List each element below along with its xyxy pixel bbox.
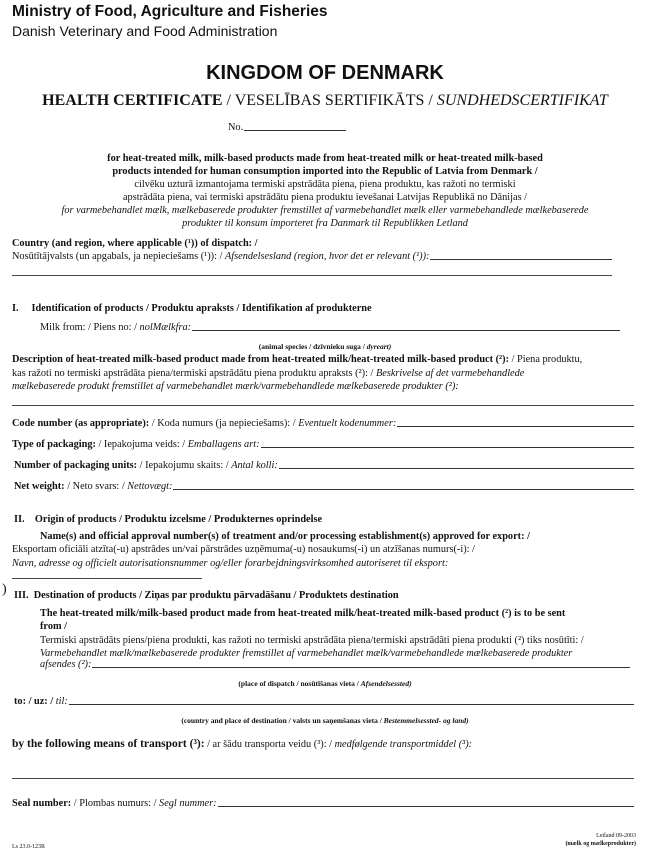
cert-title-lv: VESELĪBAS SERTIFIKĀTS [234, 92, 425, 109]
destination-note: (country and place of destination / valsts un saņemšanas vieta / Bestemmelsessted- og land) [181, 716, 469, 725]
intro-lv-1: cilvēku uzturā izmantojama termiski apstrādāta piena, piena produktu, kas ražoti no termiski [134, 179, 516, 190]
seal-number-field[interactable]: Seal number: / Plombas numurs: / Segl nummer: [12, 798, 634, 809]
code-number-field[interactable]: Code number (as appropriate): / Koda numurs (ja nepieciešams): / Eventuelt kodenummer: [12, 418, 634, 429]
description-line[interactable] [12, 405, 634, 406]
bracket-mark: ) [2, 582, 7, 597]
cert-title-en: HEALTH CERTIFICATE [42, 92, 223, 109]
place-of-dispatch-note: (place of dispatch / nosūtīšanas vieta / Afsendelsessted) [238, 679, 412, 688]
ministry-name: Ministry of Food, Agriculture and Fisheries [12, 3, 328, 20]
dispatch-country-lv: Nosūtītājvalsts (un apgabals, ja nepieciešams (¹)): / [12, 251, 223, 262]
intro-da-1: for varmebehandlet mælk, mælkebaserede produkter fremstillet af varmebehandlet mælk eller varmebehandlede mælkebaserede [61, 205, 589, 216]
transport-line[interactable] [12, 778, 634, 779]
certificate-title: HEALTH CERTIFICATE / VESELĪBAS SERTIFIKĀTS / SUNDHEDSCERTIFIKAT [42, 92, 608, 109]
sent-from-label: The heat-treated milk/milk-based product made from heat-treated milk/heat-treated milk-based product (²) is to be sent from / Termiski apstrādāts piens/piena produkti, kas ražoti no termiski apstrādāta piena/termiski apstrādāti piena produkti (²) tiks nosūtīti: / Varmebehandlet mælk/mælkebaserede produkter fremstillet af varmebehandlet mælk/varmebehandlede mælkebaserede produkter [40, 608, 584, 659]
establishment-label: Name(s) and official approval number(s) of treatment and/or processing establishment(s) approved for export: / Eksportam oficiāli atzīta(-u) apstrādes un/vai pārstrādes uzņēmuma(-u) nosaukums(-i) un atzīšanas numurs(-i): / Navn, adresse og officielt autorisationsnummer og/eller forarbejdningsvirksomhed autoriseret til eksport: [12, 531, 530, 569]
section-1-title: I. Identification of products / Produktu apraksts / Identifikation af produkterne [12, 303, 372, 314]
number-label: No. [228, 122, 244, 133]
section-2-title: II. Origin of products / Produktu izcelsme / Produkternes oprindelse [14, 514, 323, 525]
dispatch-country-label-en: Country (and region, where applicable (¹)) of dispatch: / [12, 238, 258, 249]
transport-label: by the following means of transport (³): / ar šādu transporta veidu (³): / medfølgende transportmiddel (³): [12, 738, 473, 750]
intro-en-1: for heat-treated milk, milk-based products made from heat-treated milk or heat-treated milk-based [107, 153, 543, 164]
dispatch-country-field[interactable] [12, 251, 612, 262]
intro-paragraph [0, 152, 650, 230]
milk-from-label: Milk from: / Piens no: / [40, 322, 137, 333]
packaging-type-field[interactable]: Type of packaging: / Iepakojuma veids: / Emballagens art: [12, 439, 634, 450]
cert-title-da: SUNDHEDSCERTIFIKAT [436, 92, 608, 109]
form-version: Letland 09-2003 (mælk og mælkeprodukter) [565, 833, 636, 847]
net-weight-field[interactable]: Net weight: / Neto svars: / Nettovægt: [14, 481, 634, 492]
certificate-number-field[interactable] [228, 122, 346, 133]
intro-lv-2: apstrādāta piena, vai termiski apstrādātu piena produktu ievešanai Latvijas Republikā no Dānijas / [122, 192, 528, 203]
description-label: Description of heat-treated milk-based product made from heat-treated milk/heat-treated milk-based product (²): / Piena produktu, kas ražoti no termiski apstrādāta piena/termiski apstrādātu piena produktu apraksts (²): / Beskrivelse af det varmebehandlede mælkebaserede produkt fremstillet af varmebehandlet mærk/varmebehandlede mælkebaserede produkter (²): [12, 354, 583, 392]
form-code: Ls 23.0-123R [12, 844, 45, 850]
milk-from-field[interactable] [40, 322, 620, 333]
intro-da-2: produkter til konsum importeret fra Danmark til Republikken Letland [182, 218, 468, 229]
dispatch-country-da: Afsendelsesland (region, hvor det er relevant (¹)): [224, 251, 430, 262]
agency-name: Danish Veterinary and Food Administration [12, 23, 278, 39]
place-of-dispatch-field[interactable]: afsendes (²): [40, 659, 630, 670]
packaging-units-field[interactable]: Number of packaging units: / Iepakojumu skaits: / Antal kolli: [14, 460, 634, 471]
milk-from-label-da: nolMælkfra: [139, 322, 192, 333]
establishment-line[interactable] [12, 578, 202, 579]
divider [12, 275, 612, 276]
country-title: KINGDOM OF DENMARK [206, 62, 444, 84]
animal-species-note: (animal species / dzīvnieku suga / dyreart) [258, 342, 392, 351]
intro-en-2: products intended for human consumption imported into the Republic of Latvia from Denmark / [112, 166, 538, 177]
section-3-title: III. Destination of products / Ziņas par produktu pārvadāšanu / Produktets destination [14, 590, 399, 601]
destination-field[interactable]: to: / uz: / til: [14, 696, 634, 707]
